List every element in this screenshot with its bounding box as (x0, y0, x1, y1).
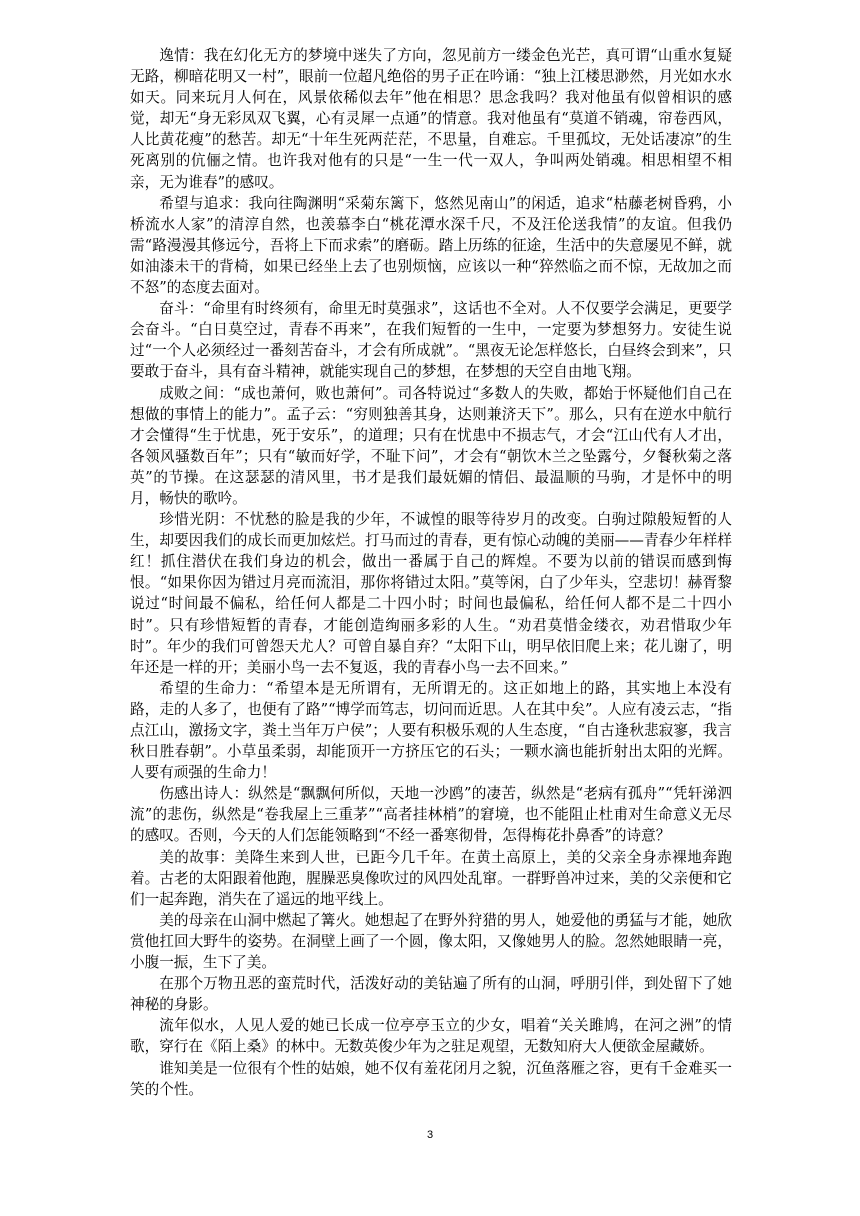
paragraph-beauty-mother: 美的母亲在山洞中燃起了篝火。她想起了在野外狩猎的男人，她爱他的勇猛与才能，她欣赏他扛回大野牛的姿势。在洞壁上画了一个圆，像太阳，又像她男人的脸。忽然她眼睛一亮，小腹一振，生下了美。 (130, 911, 732, 972)
paragraph-sorrow-poet: 伤感出诗人：纵然是“飘飘何所似，天地一沙鸥”的凄苦，纵然是“老病有孤舟”“凭轩涕泗流”的悲伤，纵然是“卷我屋上三重茅”“高者挂林梢”的窘境，也不能阻止杜甫对生命意义无尽的感叹。否则，今天的人们怎能领略到“不经一番寒彻骨，怎得梅花扑鼻香”的诗意？ (130, 785, 732, 845)
paragraph-beauty-story: 美的故事：美降生来到人世，已距今几千年。在黄土高原上，美的父亲全身赤裸地奔跑着。古老的太阳跟着他跑，腥臊恶臭像吹过的风四处乱窜。一群野兽冲过来，美的父亲便和它们一起奔跑，消失在了遥远的地平线上。 (130, 848, 732, 908)
paragraph-struggle: 奋斗：“命里有时终须有，命里无时莫强求”，这话也不全对。人不仅要学会满足，更要学会奋斗。“白日莫空过，青春不再来”，在我们短暂的一生中，一定要为梦想努力。安徒生说过“一个人必须经过一番刻苦奋斗，才会有所成就”。“黑夜无论怎样悠长，白昼终会到来”，只要敢于奋斗，具有奋斗精神，就能实现自己的梦想，在梦想的天空自由地飞翔。 (130, 300, 732, 381)
paragraph-yiqing: 逸情：我在幻化无方的梦境中迷失了方向，忽见前方一缕金色光芒，真可谓“山重水复疑无路，柳暗花明又一村”，眼前一位超凡绝俗的男子正在吟诵：“独上江楼思渺然，月光如水水如天。同来玩月人何在，风景依稀似去年”他在相思？思念我吗？我对他虽有似曾相识的感觉，却无“身无彩凤双飞翼，心有灵犀一点通”的情意。我对他虽有“莫道不销魂，帘卷西风，人比黄花瘦”的愁苦。却无“十年生死两茫茫，不思量，自难忘。千里孤坟，无处话凄凉”的生死离别的伉俪之情。也许我对他有的只是“一生一代一双人，争叫两处销魂。相思相望不相亲，无为谁春”的感叹。 (130, 47, 732, 191)
paragraph-hope-pursuit: 希望与追求：我向往陶渊明“采菊东篱下，悠然见南山”的闲适，追求“枯藤老树昏鸦，小桥流水人家”的清淳自然，也羡慕李白“桃花潭水深千尺，不及汪伦送我情”的友谊。但我仍需“路漫漫其修远兮，吾将上下而求索”的磨砺。踏上历练的征途，生活中的失意屡见不鲜，就如油漆未干的背椅，如果已经坐上去了也别烦恼，应该以一种“猝然临之而不惊，无故加之而不怒”的态度去面对。 (130, 194, 732, 297)
paragraph-barbaric-era: 在那个万物丑恶的蛮荒时代，活泼好动的美钻遍了所有的山洞，呼朋引伴，到处留下了她神秘的身影。 (130, 975, 732, 1014)
page-body (130, 45, 732, 1100)
paragraph-years-like-water: 流年似水，人见人爱的她已长成一位亭亭玉立的少女，唱着“关关雎鸠，在河之洲”的情歌，穿行在《陌上桑》的林中。无数英俊少年为之驻足观望，无数知府大人便欲金屋藏娇。 (130, 1017, 732, 1056)
paragraph-vitality-of-hope: 希望的生命力：“希望本是无所谓有，无所谓无的。这正如地上的路，其实地上本没有路，走的人多了，也便有了路”“博学而笃志，切问而近思。人在其中矣”。人应有凌云志，“指点江山，激扬文字，粪土当年万户侯”；人要有积极乐观的人生态度，“自古逢秋悲寂寥，我言秋日胜春朝”。小草虽柔弱，却能顶开一方挤压它的石头；一颗水滴也能折射出太阳的光辉。人要有顽强的生命力！ (130, 679, 732, 782)
paragraph-cherish-time: 珍惜光阴：不忧愁的脸是我的少年，不诚惶的眼等待岁月的改变。白驹过隙般短暂的人生，却要因我们的成长而更加炫烂。打马而过的青春，更有惊心动魄的美丽——青春少年样样红！抓住潜伏在我们身边的机会，做出一番属于自己的辉煌。不要为以前的错误而感到悔恨。“如果你因为错过月亮而流泪，那你将错过太阳。”莫等闲，白了少年头，空悲切！赫胥黎说过“时间最不偏私，给任何人都是二十四小时；时间也最偏私，给任何人都不是二十四小时”。只有珍惜短暂的青春，才能创造绚丽多彩的人生。“劝君莫惜金缕衣，劝君惜取少年时”。年少的我们可曾怨天尤人？可曾自暴自弃？“太阳下山，明早依旧爬上来；花儿谢了，明年还是一样的开；美丽小鸟一去不复返，我的青春小鸟一去不回来。” (130, 511, 732, 676)
paragraph-personality: 谁知美是一位很有个性的姑娘，她不仅有羞花闭月之貌，沉鱼落雁之容，更有千金难买一笑的个性。 (130, 1059, 732, 1098)
paragraph-success-failure: 成败之间：“成也萧何，败也萧何”。司各特说过“多数人的失败，都始于怀疑他们自己在想做的事情上的能力”。孟子云：“穷则独善其身，达则兼济天下”。那么，只有在逆水中航行才会懂得“生于忧患，死于安乐”，的道理；只有在忧患中不损志气，才会“江山代有人才出，各领风骚数百年”；只有“敏而好学，不耻下问”，才会有“朝饮木兰之坠露兮，夕餐秋菊之落英”的节操。在这瑟瑟的清风里，书才是我们最妩媚的情侣、最温顺的马驹，才是怀中的明月，畅快的歌吟。 (130, 384, 732, 507)
page-number: 3 (426, 1129, 434, 1141)
